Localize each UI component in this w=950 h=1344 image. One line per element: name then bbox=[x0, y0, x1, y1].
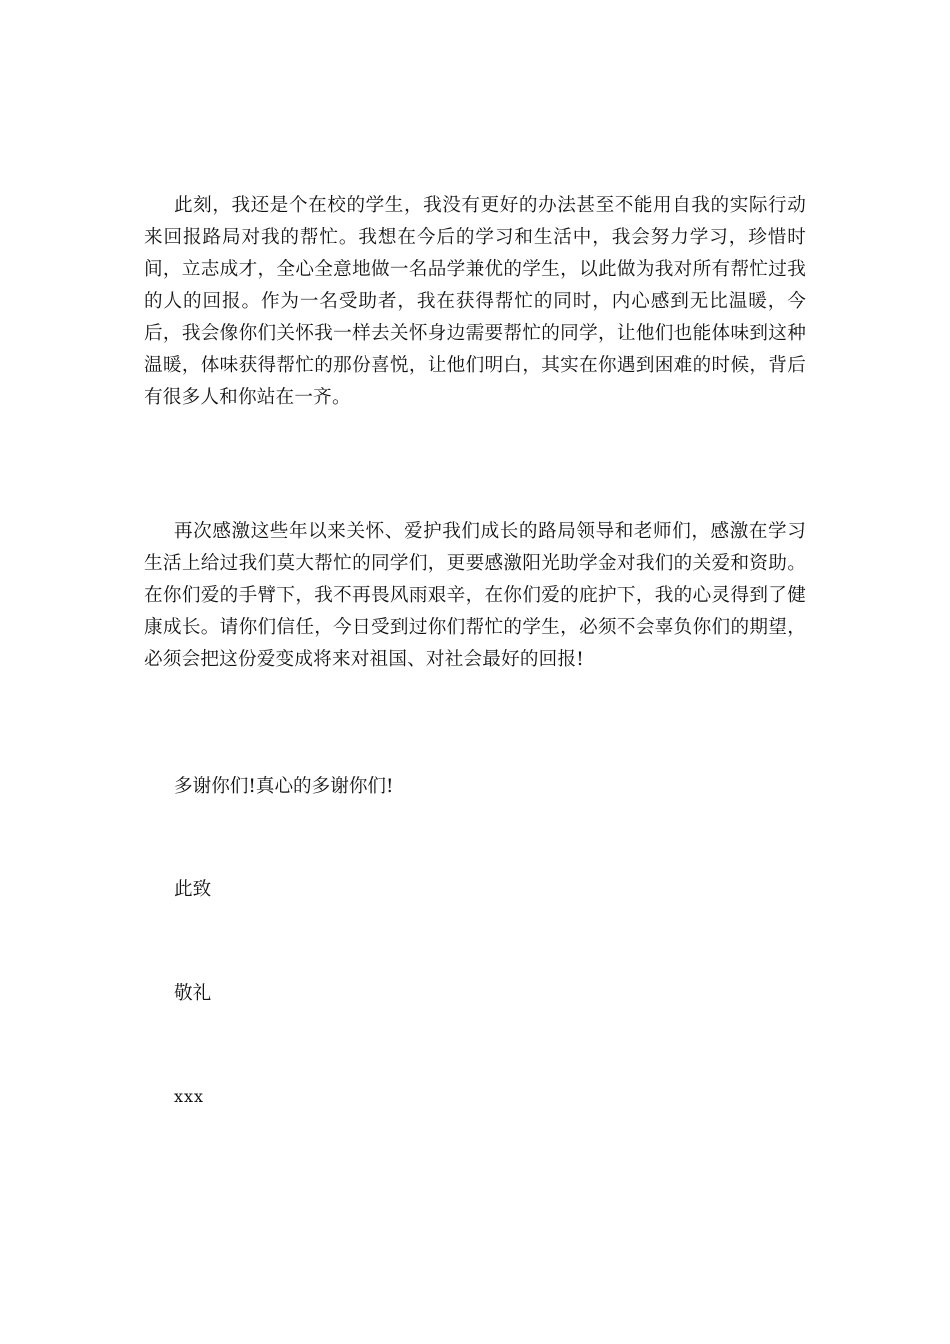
letter-paragraph-2: 再次感激这些年以来关怀、爱护我们成长的路局领导和老师们，感激在学习生活上给过我们莫大帮忙的同学们，更要感激阳光助学金对我们的关爱和资助。在你们爱的手臂下，我不再畏风雨艰辛，在你们爱的庇护下，我的心灵得到了健康成长。请你们信任，今日受到过你们帮忙的学生，必须不会辜负你们的期望，必须会把这份爱变成将来对祖国、对社会最好的回报! bbox=[144, 521, 806, 670]
signature: xxx bbox=[174, 1087, 205, 1106]
closing-regards: 敬礼 bbox=[174, 983, 212, 1004]
letter-paragraph-1: 此刻，我还是个在校的学生，我没有更好的办法甚至不能用自我的实际行动来回报路局对我的帮忙。我想在今后的学习和生活中，我会努力学习，珍惜时间，立志成才，全心全意地做一名品学兼优的学生，以此做为我对所有帮忙过我的人的回报。作为一名受助者，我在获得帮忙的同时，内心感到无比温暖，今后，我会像你们关怀我一样去关怀身边需要帮忙的同学，让他们也能体味到这种温暖，体味获得帮忙的那份喜悦，让他们明白，其实在你遇到困难的时候，背后有很多人和你站在一齐。 bbox=[144, 195, 806, 408]
closing-salutation: 此致 bbox=[174, 879, 212, 900]
thanks-line: 多谢你们!真心的多谢你们! bbox=[174, 776, 394, 797]
